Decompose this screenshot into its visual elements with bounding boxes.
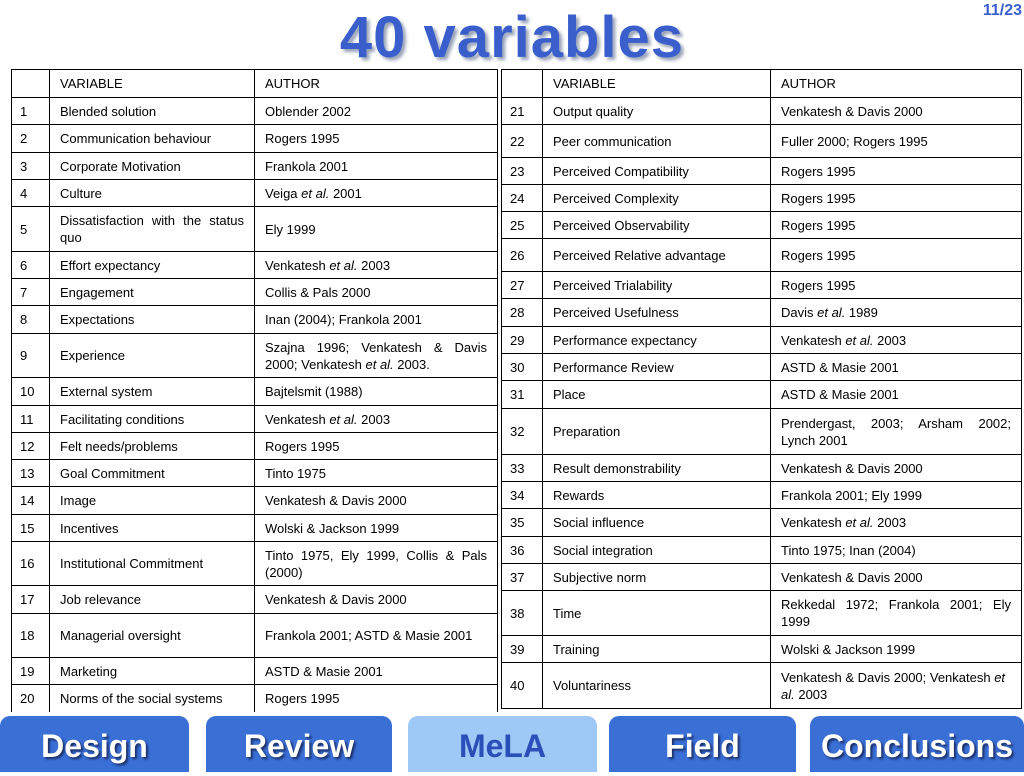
table-row xyxy=(12,487,498,515)
author-text: Rogers 1995 xyxy=(265,691,340,706)
table-row xyxy=(502,509,1022,537)
variable-name: Engagement xyxy=(50,279,255,306)
table-row xyxy=(12,279,498,306)
table-row xyxy=(12,515,498,542)
author-text: Ely 1999 xyxy=(265,221,316,237)
author-cell xyxy=(255,658,498,685)
row-number: 35 xyxy=(502,509,543,537)
variable-name: Time xyxy=(543,591,771,636)
author-text: ASTD & Masie 2001 xyxy=(781,359,899,375)
table-row xyxy=(12,658,498,685)
table-row xyxy=(502,327,1022,354)
variable-name: Effort expectancy xyxy=(50,252,255,279)
variables-table-right xyxy=(501,69,1022,709)
nav-tab-mela[interactable]: MeLA xyxy=(408,716,597,772)
table-row xyxy=(12,180,498,207)
author-cell xyxy=(771,185,1022,212)
table-row xyxy=(502,537,1022,564)
variable-name: Rewards xyxy=(543,482,771,509)
table-row xyxy=(12,586,498,614)
author-cell xyxy=(771,272,1022,299)
variable-name: Preparation xyxy=(543,409,771,455)
row-number: 15 xyxy=(12,515,50,542)
author-text: Venkatesh & Davis 2000 xyxy=(265,493,407,508)
author-cell xyxy=(771,98,1022,125)
table-row xyxy=(12,306,498,334)
table-header-row xyxy=(12,70,498,98)
variable-name: Norms of the social systems xyxy=(50,685,255,713)
author-text: Venkatesh & Davis 2000; Venkatesh xyxy=(781,669,995,685)
table-row xyxy=(12,98,498,125)
author-cell xyxy=(255,515,498,542)
author-cell xyxy=(771,482,1022,509)
header-variable: VARIABLE xyxy=(50,70,255,98)
author-cell xyxy=(771,125,1022,158)
author-text: Rogers 1995 xyxy=(781,163,856,179)
author-text: Davis xyxy=(781,305,818,320)
variable-name: Perceived Compatibility xyxy=(543,158,771,185)
row-number: 32 xyxy=(502,409,543,455)
row-number: 40 xyxy=(502,663,543,709)
table-row xyxy=(502,591,1022,636)
author-text: Oblender 2002 xyxy=(265,103,352,119)
variable-name: Peer communication xyxy=(543,125,771,158)
header-number-cell xyxy=(12,70,50,98)
variable-name: Performance expectancy xyxy=(543,327,771,354)
author-cell xyxy=(771,327,1022,354)
author-cell xyxy=(771,239,1022,272)
author-et-al: et al. xyxy=(781,669,1006,702)
author-year: 2003 xyxy=(357,411,391,427)
table-row xyxy=(12,433,498,460)
table-row xyxy=(12,153,498,180)
author-et-al: et al. xyxy=(817,305,846,320)
table-row xyxy=(502,636,1022,663)
author-year: 2003 xyxy=(873,515,907,530)
nav-tab-field[interactable]: Field xyxy=(609,716,796,772)
row-number: 24 xyxy=(502,185,543,212)
author-et-al: et al. xyxy=(301,185,330,201)
variables-table-left xyxy=(11,69,498,713)
author-text: Inan (2004); Frankola 2001 xyxy=(265,312,422,327)
author-text: ASTD & Masie 2001 xyxy=(265,663,383,679)
author-et-al: et al. xyxy=(845,332,874,348)
variable-name: Marketing xyxy=(50,658,255,685)
row-number: 22 xyxy=(502,125,543,158)
author-text: Szajna 1996; Venkatesh & Davis 2000; Venkatesh xyxy=(265,339,487,372)
author-text: Rekkedal 1972; Frankola 2001; Ely 1999 xyxy=(781,597,1011,629)
variable-name: External system xyxy=(50,378,255,406)
row-number: 26 xyxy=(502,239,543,272)
author-cell xyxy=(771,537,1022,564)
row-number: 1 xyxy=(12,98,50,125)
row-number: 17 xyxy=(12,586,50,614)
variable-name: Place xyxy=(543,381,771,409)
page-number: 11/23 xyxy=(982,2,1022,19)
variable-name: Communication behaviour xyxy=(50,125,255,153)
variable-name: Perceived Usefulness xyxy=(543,299,771,327)
table-row xyxy=(502,482,1022,509)
author-cell xyxy=(771,564,1022,591)
row-number: 10 xyxy=(12,378,50,406)
author-text: Rogers 1995 xyxy=(265,438,340,454)
row-number: 39 xyxy=(502,636,543,663)
table-row xyxy=(502,125,1022,158)
author-text: Rogers 1995 xyxy=(781,247,856,263)
row-number: 2 xyxy=(12,125,50,153)
author-text: Rogers 1995 xyxy=(781,190,856,206)
author-text: Frankola 2001; ASTD & Masie 2001 xyxy=(265,628,473,643)
table-row xyxy=(502,158,1022,185)
author-et-al: et al. xyxy=(329,257,358,273)
author-text: Venkatesh & Davis 2000 xyxy=(781,103,923,119)
author-et-al: et al. xyxy=(845,515,874,530)
author-cell xyxy=(771,381,1022,409)
author-cell xyxy=(255,125,498,153)
table-row xyxy=(502,185,1022,212)
variable-name: Result demonstrability xyxy=(543,455,771,482)
table-row xyxy=(502,98,1022,125)
row-number: 9 xyxy=(12,334,50,378)
row-number: 33 xyxy=(502,455,543,482)
author-text: Venkatesh xyxy=(781,515,846,530)
variable-name: Facilitating conditions xyxy=(50,406,255,433)
author-text: Rogers 1995 xyxy=(781,217,856,233)
table-row xyxy=(502,354,1022,381)
row-number: 4 xyxy=(12,180,50,207)
table-row xyxy=(12,252,498,279)
row-number: 28 xyxy=(502,299,543,327)
row-number: 27 xyxy=(502,272,543,299)
author-text: Wolski & Jackson 1999 xyxy=(781,641,916,657)
author-cell xyxy=(771,663,1022,709)
author-text: Fuller 2000; Rogers 1995 xyxy=(781,133,928,149)
table-row xyxy=(12,685,498,713)
variable-name: Perceived Trialability xyxy=(543,272,771,299)
author-cell xyxy=(255,207,498,252)
row-number: 6 xyxy=(12,252,50,279)
author-cell xyxy=(255,252,498,279)
variable-name: Expectations xyxy=(50,306,255,334)
variable-name: Perceived Observability xyxy=(543,212,771,239)
author-text: Collis & Pals 2000 xyxy=(265,284,371,300)
author-et-al: et al. xyxy=(365,356,394,372)
author-cell xyxy=(255,180,498,207)
author-text: Venkatesh & Davis 2000 xyxy=(265,592,407,607)
author-cell xyxy=(255,406,498,433)
table-row xyxy=(12,614,498,658)
variable-name: Subjective norm xyxy=(543,564,771,591)
variable-name: Social integration xyxy=(543,537,771,564)
author-text: Venkatesh & Davis 2000 xyxy=(781,569,923,585)
author-year: 2003 xyxy=(873,332,907,348)
author-cell xyxy=(255,153,498,180)
author-text: Venkatesh xyxy=(265,411,330,427)
page-title: 40 variables xyxy=(339,5,685,70)
row-number: 25 xyxy=(502,212,543,239)
author-text: Venkatesh xyxy=(781,332,846,348)
author-cell xyxy=(771,591,1022,636)
author-text: Bajtelsmit (1988) xyxy=(265,384,363,399)
author-cell xyxy=(255,98,498,125)
author-text: Venkatesh & Davis 2000 xyxy=(781,460,923,476)
author-cell xyxy=(255,586,498,614)
header-number-cell xyxy=(502,70,543,98)
author-cell xyxy=(255,433,498,460)
variable-name: Corporate Motivation xyxy=(50,153,255,180)
author-cell xyxy=(255,279,498,306)
author-text: Frankola 2001 xyxy=(265,158,349,174)
row-number: 19 xyxy=(12,658,50,685)
row-number: 30 xyxy=(502,354,543,381)
nav-tab-design[interactable]: Design xyxy=(0,716,189,772)
row-number: 34 xyxy=(502,482,543,509)
author-text: Veiga xyxy=(265,185,302,201)
author-cell xyxy=(255,614,498,658)
variable-name: Managerial oversight xyxy=(50,614,255,658)
table-row xyxy=(502,663,1022,709)
row-number: 37 xyxy=(502,564,543,591)
row-number: 36 xyxy=(502,537,543,564)
table-row xyxy=(502,564,1022,591)
author-cell xyxy=(771,455,1022,482)
nav-tab-conclusions[interactable]: Conclusions xyxy=(810,716,1024,772)
author-text: Prendergast, 2003; Arsham 2002; Lynch 2001 xyxy=(781,415,1011,448)
author-text: Tinto 1975; Inan (2004) xyxy=(781,542,916,558)
row-number: 11 xyxy=(12,406,50,433)
author-cell xyxy=(255,306,498,334)
row-number: 20 xyxy=(12,685,50,713)
variable-name: Voluntariness xyxy=(543,663,771,709)
variable-name: Social influence xyxy=(543,509,771,537)
table-row xyxy=(502,212,1022,239)
row-number: 7 xyxy=(12,279,50,306)
author-cell xyxy=(255,685,498,713)
row-number: 12 xyxy=(12,433,50,460)
author-text: Frankola 2001; Ely 1999 xyxy=(781,487,922,503)
author-year: 2003 xyxy=(794,686,828,702)
author-text: Venkatesh xyxy=(265,257,330,273)
nav-tab-review[interactable]: Review xyxy=(206,716,392,772)
table-row xyxy=(12,207,498,252)
author-cell xyxy=(771,409,1022,455)
table-row xyxy=(502,381,1022,409)
variable-name: Institutional Commitment xyxy=(50,542,255,586)
author-year: 2001 xyxy=(329,185,362,201)
author-cell xyxy=(255,487,498,515)
header-variable: VARIABLE xyxy=(543,70,771,98)
variable-name: Training xyxy=(543,636,771,663)
table-row xyxy=(502,455,1022,482)
row-number: 16 xyxy=(12,542,50,586)
author-et-al: et al. xyxy=(329,411,358,427)
author-cell xyxy=(255,542,498,586)
author-cell xyxy=(771,299,1022,327)
author-cell xyxy=(255,334,498,378)
variable-name: Culture xyxy=(50,180,255,207)
table-row xyxy=(502,409,1022,455)
author-text: Tinto 1975, Ely 1999, Collis & Pals (2000) xyxy=(265,547,487,580)
row-number: 23 xyxy=(502,158,543,185)
variable-name: Blended solution xyxy=(50,98,255,125)
author-text: Tinto 1975 xyxy=(265,465,326,481)
row-number: 21 xyxy=(502,98,543,125)
table-row xyxy=(12,378,498,406)
author-cell xyxy=(771,158,1022,185)
author-year: 2003 xyxy=(357,257,391,273)
section-nav-bar xyxy=(0,712,1024,768)
table-row xyxy=(12,125,498,153)
variable-name: Dissatisfaction with the status quo xyxy=(50,207,255,252)
variable-name: Output quality xyxy=(543,98,771,125)
variable-name: Perceived Relative advantage xyxy=(543,239,771,272)
author-year: 2003. xyxy=(393,356,430,372)
author-text: ASTD & Masie 2001 xyxy=(781,387,899,402)
variable-name: Perceived Complexity xyxy=(543,185,771,212)
author-cell xyxy=(771,354,1022,381)
table-row xyxy=(12,542,498,586)
author-text: Rogers 1995 xyxy=(265,131,340,146)
variable-name: Goal Commitment xyxy=(50,460,255,487)
variable-name: Performance Review xyxy=(543,354,771,381)
table-header-row xyxy=(502,70,1022,98)
variable-name: Image xyxy=(50,487,255,515)
row-number: 3 xyxy=(12,153,50,180)
table-row xyxy=(502,272,1022,299)
row-number: 14 xyxy=(12,487,50,515)
header-author: AUTHOR xyxy=(255,70,498,98)
table-row xyxy=(502,299,1022,327)
author-text: Rogers 1995 xyxy=(781,277,856,293)
row-number: 8 xyxy=(12,306,50,334)
author-cell xyxy=(771,509,1022,537)
author-cell xyxy=(255,460,498,487)
variable-name: Incentives xyxy=(50,515,255,542)
author-cell xyxy=(255,378,498,406)
table-row xyxy=(12,460,498,487)
variable-name: Job relevance xyxy=(50,586,255,614)
table-row xyxy=(12,334,498,378)
variable-name: Felt needs/problems xyxy=(50,433,255,460)
author-cell xyxy=(771,636,1022,663)
row-number: 38 xyxy=(502,591,543,636)
row-number: 5 xyxy=(12,207,50,252)
row-number: 29 xyxy=(502,327,543,354)
author-year: 1989 xyxy=(845,305,878,320)
row-number: 31 xyxy=(502,381,543,409)
table-row xyxy=(502,239,1022,272)
author-text: Wolski & Jackson 1999 xyxy=(265,520,400,536)
row-number: 13 xyxy=(12,460,50,487)
author-cell xyxy=(771,212,1022,239)
variable-name: Experience xyxy=(50,334,255,378)
header-author: AUTHOR xyxy=(771,70,1022,98)
row-number: 18 xyxy=(12,614,50,658)
table-row xyxy=(12,406,498,433)
